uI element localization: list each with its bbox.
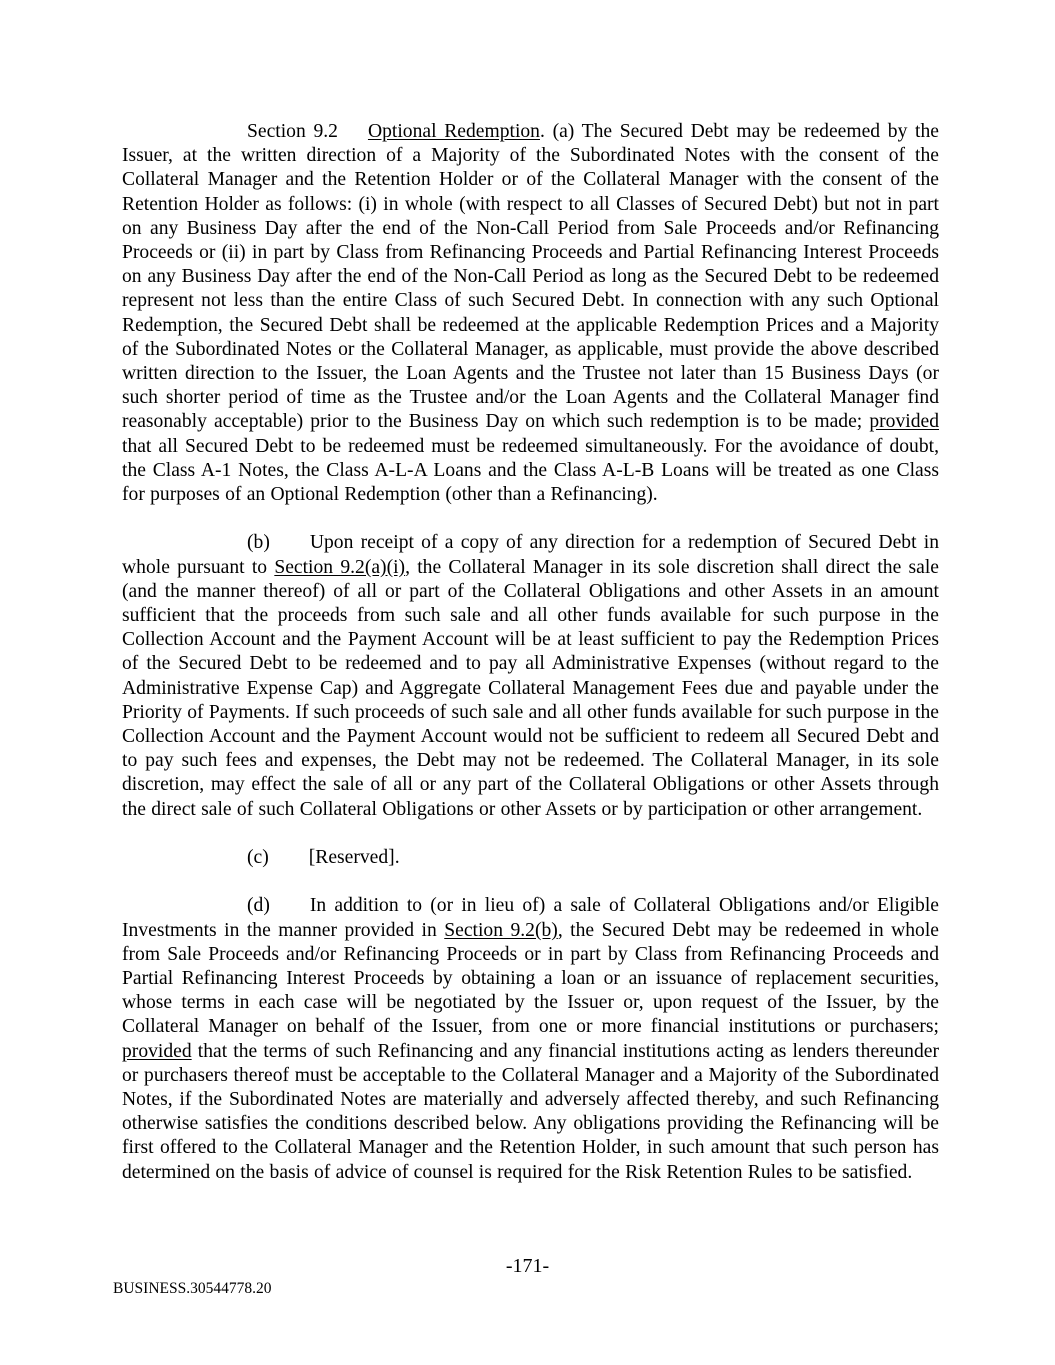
cross-reference: Section 9.2(b) xyxy=(444,919,558,941)
paragraph-b xyxy=(122,531,939,821)
provided-term: provided xyxy=(869,411,939,433)
page-number: -171- xyxy=(505,1255,550,1277)
paragraph-d-label: (d) xyxy=(247,895,270,917)
paragraph-b-intro: Upon receipt of a copy of any direction for a redemption of Secured Debt in whole pursuant to xyxy=(122,532,939,578)
section-title: Optional Redemption xyxy=(367,121,540,142)
paragraph-a-tail: that all Secured Debt to be redeemed must be redeemed simultaneously. For the avoidance of doubt, the Class A-1 Notes, the Class A-L-A Loans and the Class A-L-B Loans will be treated as one Class for purposes of an Optional Redemption (other than a Refinancing). xyxy=(122,435,939,506)
document-id: BUSINESS.30544778.20 xyxy=(113,1280,272,1297)
paragraph-c-text: [Reserved]. xyxy=(308,847,400,869)
paragraph-a-body: . (a) The Secured Debt may be redeemed by the Issuer, at the written direction of a Majority of the Subordinated Notes with the consent of the Collateral Manager and the Retention Holder or of the Collateral Manager with the consent of the Retention Holder as follows: (i) in whole (with respect to all Classes of Secured Debt) but not in part on any Business Day after the end of the Non-Call Period from Sale Proceeds and/or Refinancing Proceeds or (ii) in part by Class from Refinancing Proceeds and Partial Refinancing Interest Proceeds on any Business Day after the end of the Non-Call Period as long as the Secured Debt to be redeemed represent not less than the entire Class of such Secured Debt. In connection with any such Optional Redemption, the Secured Debt shall be redeemed at the applicable Redemption Prices and a Majority of the Subordinated Notes or the Collateral Manager, as applicable, must provide the above described written direction to the Issuer, the Loan Agents and the Trustee not later than 15 Business Days (or such shorter period of time as the Trustee and/or the Loan Agents and the Collateral Manager find reasonably acceptable) prior to the Business Day on which such redemption is to be made; xyxy=(122,121,939,433)
paragraph-c xyxy=(122,846,939,870)
paragraph-c-label: (c) xyxy=(247,847,269,869)
section-number-label: Section 9.2 xyxy=(247,121,338,142)
paragraph-b-tail: , the Collateral Manager in its sole discretion shall direct the sale (and the manner thereof) of all or part of the Collateral Obligations and other Assets in an amount sufficient that the proceeds from such sale and all other funds available for such purpose in the Collection Account and the Payment Account will be at least sufficient to pay the Redemption Prices of the Secured Debt to be redeemed and to pay all Administrative Expenses (without regard to the Administrative Expense Cap) and Aggregate Collateral Management Fees due and payable under the Priority of Payments. If such proceeds of such sale and all other funds available for such purpose in the Collection Account and the Payment Account would not be sufficient to redeem all Secured Debt and to pay such fees and expenses, the Debt may not be redeemed. The Collateral Manager, in its sole discretion, may effect the sale of all or any part of the Collateral Obligations or other Assets through the direct sale of such Collateral Obligations or other Assets or by participation or other arrangement. xyxy=(122,556,939,820)
cross-reference: Section 9.2(a)(i) xyxy=(274,556,406,578)
provided-term: provided xyxy=(122,1040,192,1062)
paragraph-a xyxy=(122,120,939,507)
paragraph-d xyxy=(122,894,939,1184)
paragraph-d-mid: , the Secured Debt may be redeemed in whole from Sale Proceeds and/or Refinancing Proceeds or in part by Class from Refinancing Proceeds and Partial Refinancing Interest Proceeds by obtaining a loan or an issuance of replacement securities, whose terms in each case will be negotiated by the Issuer or, upon request of the Issuer, by the Collateral Manager on behalf of the Issuer, from one or more financial institutions or purchasers; xyxy=(122,919,939,1038)
page-content xyxy=(122,120,939,1209)
paragraph-b-label: (b) xyxy=(247,532,270,554)
paragraph-d-intro: In addition to (or in lieu of) a sale of Collateral Obligations and/or Eligible Investments in the manner provided in xyxy=(122,895,939,941)
paragraph-d-tail: that the terms of such Refinancing and any financial institutions acting as lenders thereunder or purchasers thereof must be acceptable to the Collateral Manager and a Majority of the Subordinated Notes, if the Subordinated Notes are materially and adversely affected thereby, and such Refinancing otherwise satisfies the conditions described below. Any obligations providing the Refinancing will be first offered to the Collateral Manager and the Retention Holder, in such amount that such person has determined on the basis of advice of counsel is required for the Risk Retention Rules to be satisfied. xyxy=(122,1040,939,1183)
